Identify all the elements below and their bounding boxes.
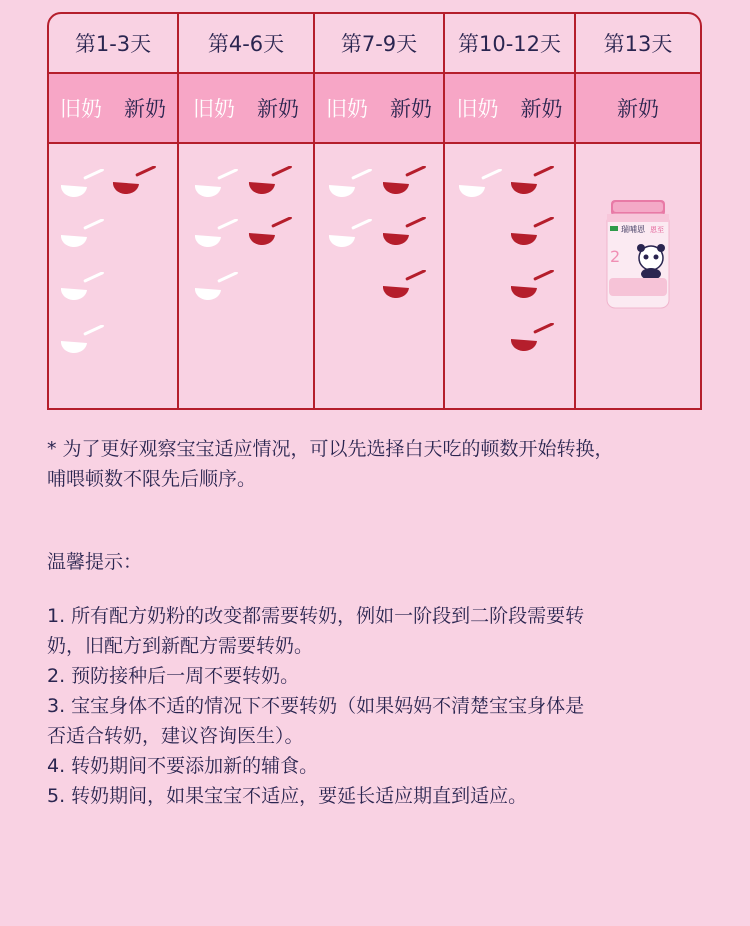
new-milk-scoop-icon [381,166,431,200]
tips-title: 温馨提示： [47,551,143,573]
new-milk-label: 新奶 [257,97,299,121]
table-column-day-7-9 [315,14,445,408]
table-column-day-10-12 [445,14,576,408]
old-milk-scoop-icon [193,169,243,203]
old-milk-scoop-icon [327,169,377,203]
new-milk-label: 新奶 [617,97,659,121]
tip-line: 1. 所有配方奶粉的改变都需要转奶，例如一阶段到二阶段需要转 [47,605,585,627]
can-stage-text: 2 [610,247,621,266]
new-milk-scoop-icon [111,166,161,200]
new-milk-scoop-icon [381,270,431,304]
note-line-1: * 为了更好观察宝宝适应情况，可以先选择白天吃的顿数开始转换， [47,438,614,460]
note-line-2: 哺喂顿数不限先后顺序。 [47,468,257,490]
new-milk-scoop-icon [247,217,297,251]
column-header: 第7-9天 [315,14,443,74]
tip-line: 2. 预防接种后一周不要转奶。 [47,665,300,687]
milk-type-row [179,74,313,144]
old-milk-label: 旧奶 [60,97,102,121]
old-milk-scoop-icon [59,219,109,253]
old-milk-scoop-icon [193,272,243,306]
tip-line: 否适合转奶，建议咨询医生）。 [47,725,304,747]
table-column-day-4-6 [179,14,315,408]
old-milk-label: 旧奶 [456,97,499,121]
formula-can-image [601,200,675,310]
new-milk-label: 新奶 [390,97,432,121]
new-milk-scoop-icon [509,270,559,304]
new-milk-scoop-icon [509,323,559,357]
tip-line: 3. 宝宝身体不适的情况下不要转奶（如果妈妈不清楚宝宝身体是 [47,695,585,717]
column-header: 第1-3天 [49,14,177,74]
can-line-text: 恩至 [650,226,664,234]
old-milk-scoop-icon [457,169,507,203]
column-header: 第13天 [576,14,700,74]
tip-line: 5. 转奶期间，如果宝宝不适应，要延长适应期直到适应。 [47,785,528,807]
tips-list [47,601,707,811]
old-milk-label: 旧奶 [326,97,368,121]
table-column-day-1-3 [49,14,179,408]
old-milk-scoop-icon [193,219,243,253]
can-brand-text: 瑞哺恩 [621,225,645,234]
milk-type-row [49,74,177,144]
old-milk-scoop-icon [327,219,377,253]
new-milk-label: 新奶 [124,97,166,121]
new-milk-scoop-icon [247,166,297,200]
milk-type-row [576,74,700,144]
old-milk-scoop-icon [59,272,109,306]
transition-table [47,12,702,410]
conversion-note [47,434,737,494]
old-milk-scoop-icon [59,169,109,203]
new-milk-scoop-icon [509,217,559,251]
milk-type-row [445,74,574,144]
old-milk-scoop-icon [59,325,109,359]
milk-type-row [315,74,443,144]
old-milk-label: 旧奶 [193,97,235,121]
column-header: 第4-6天 [179,14,313,74]
new-milk-scoop-icon [381,217,431,251]
column-header: 第10-12天 [445,14,574,74]
table-column-day-13 [576,14,700,408]
tip-line: 4. 转奶期间不要添加新的辅食。 [47,755,319,777]
new-milk-label: 新奶 [520,97,563,121]
tip-line: 奶，旧配方到新配方需要转奶。 [47,635,314,657]
new-milk-scoop-icon [509,166,559,200]
